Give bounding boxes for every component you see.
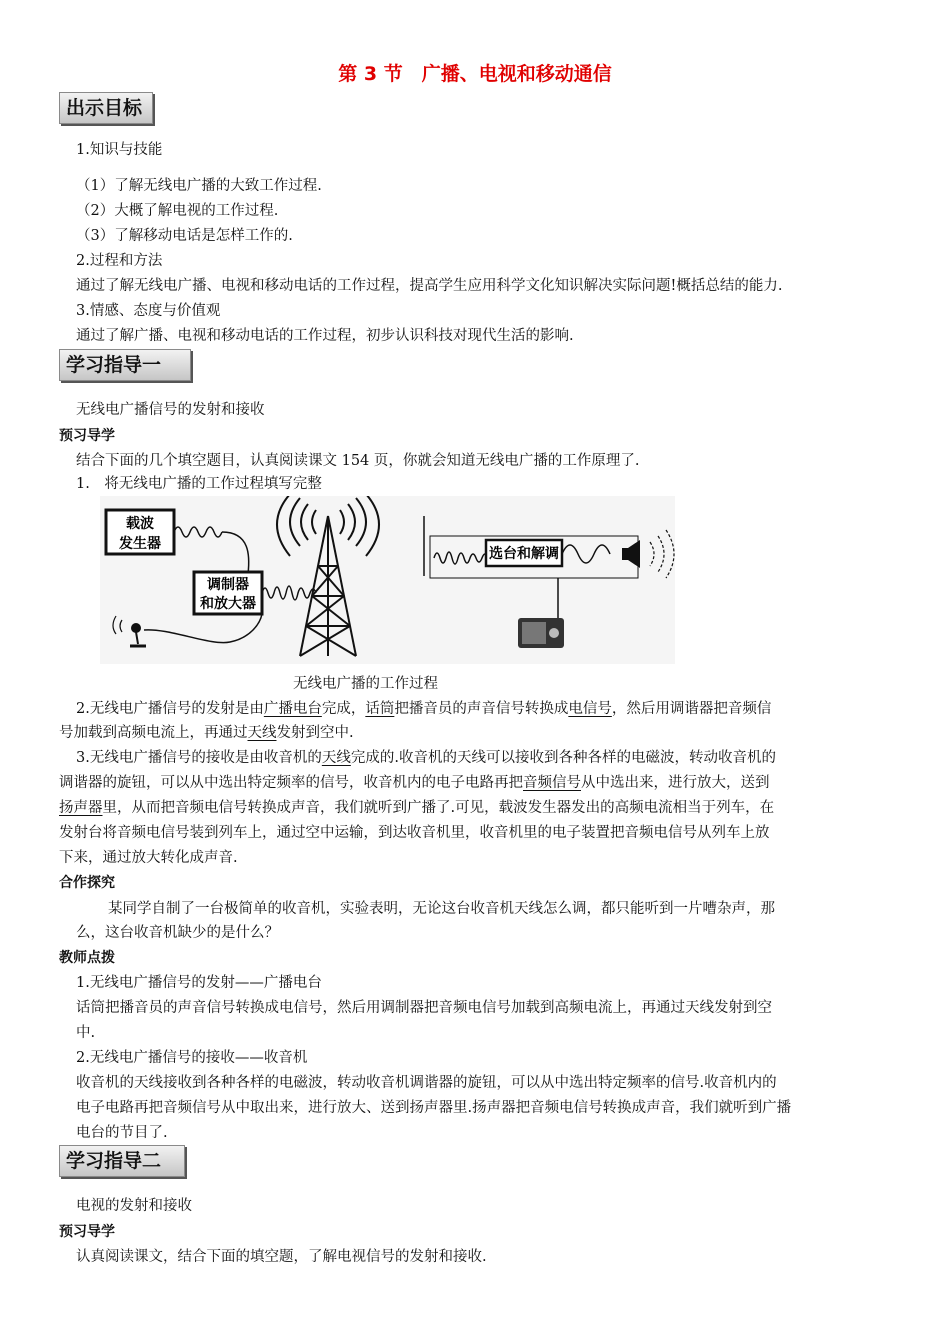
guide1-question-3-line3: 扬声器里，从而把音频电信号转换成声音，我们就听到广播了.可见，载波发生器发出的高频电流相当于列车，在: [59, 800, 775, 816]
goal-heading-2: 2.过程和方法: [76, 253, 163, 269]
goal-heading-3: 3.情感、态度与价值观: [76, 303, 221, 319]
tuner-box: [486, 540, 562, 566]
guide1-question-2-line2: 号加载到高频电流上，再通过天线发射到空中.: [59, 725, 354, 741]
teacher-point-1: 1.无线电广播信号的发射——广播电台: [76, 975, 322, 991]
svg-text:调制器: 调制器: [207, 577, 249, 593]
answer-radio-antenna: 天线: [321, 750, 351, 766]
guide1-question-2: 2.无线电广播信号的发射是由广播电台完成，话筒把播音员的声音信号转换成电信号，然后用调谐器把音频信: [76, 701, 772, 717]
teacher-point-1-text: 话筒把播音员的声音信号转换成电信号，然后用调制器把音频电信号加载到高频电流上，再通过天线发射到空: [76, 1000, 772, 1016]
teacher-point-2: 2.无线电广播信号的接收——收音机: [76, 1050, 308, 1066]
teacher-point-2-text: 收音机的天线接收到各种各样的电磁波，转动收音机调谐器的旋钮，可以从中选出特定频率的信号.收音机内的: [76, 1075, 777, 1091]
answer-broadcast-station: 广播电台: [263, 701, 322, 717]
goal-heading-1: 1.知识与技能: [76, 142, 163, 158]
teacher-point-2-text-2: 电子电路再把音频信号从中取出来，进行放大、送到扬声器里.扬声器把音频电信号转换成声音，我们就听到广播: [76, 1100, 792, 1116]
svg-text:选台和解调: 选台和解调: [489, 546, 559, 562]
guide1-question-3-line5: 下来，通过放大转化成声音.: [59, 850, 238, 866]
diagram-caption: 无线电广播的工作过程: [293, 676, 438, 692]
guide1-preview-intro: 结合下面的几个填空题目，认真阅读课文 154 页，你就会知道无线电广播的工作原理了.: [76, 453, 640, 469]
page-title: 第 3 节 广播、电视和移动通信: [338, 63, 612, 85]
goal-item-2: （2）大概了解电视的工作过程.: [76, 203, 279, 219]
answer-audio-signal: 音频信号: [523, 775, 581, 791]
goal-item-1: （1）了解无线电广播的大致工作过程.: [76, 178, 322, 194]
teacher-point-1-text-2: 中.: [76, 1025, 96, 1041]
banner-guide-1: 学习指导一: [59, 349, 191, 381]
coop-text-line2: 么，这台收音机缺少的是什么？: [76, 925, 279, 941]
guide1-question-3: 3.无线电广播信号的接收是由收音机的天线完成的.收音机的天线可以接收到各种各样的电磁波，转动收音机的: [76, 750, 776, 766]
carrier-generator-box: [106, 510, 174, 554]
goal-text-2: 通过了解无线电广播、电视和移动电话的工作过程，提高学生应用科学文化知识解决实际问题!概括总结的能力.: [76, 278, 783, 294]
svg-text:和放大器: 和放大器: [200, 596, 256, 612]
guide2-preview-intro: 认真阅读课文，结合下面的填空题，了解电视信号的发射和接收.: [76, 1249, 487, 1265]
guide1-preview-heading: 预习导学: [59, 428, 115, 444]
coop-text-line1: 某同学自制了一台极简单的收音机，实验表明，无论这台收音机天线怎么调，都只能听到一片嘈杂声，那: [108, 901, 775, 917]
teacher-heading: 教师点拨: [59, 950, 115, 966]
modulator-box: [194, 572, 262, 614]
answer-speaker: 扬声器: [59, 800, 103, 816]
guide1-question-3-line4: 发射台将音频电信号装到列车上，通过空中运输，到达收音机里，收音机里的电子装置把音频电信号从列车上放: [59, 825, 770, 841]
answer-microphone: 话筒: [365, 701, 395, 717]
answer-antenna: 天线: [247, 725, 277, 741]
coop-heading: 合作探究: [59, 875, 115, 891]
banner-guide-2: 学习指导二: [59, 1145, 185, 1177]
guide2-preview-heading: 预习导学: [59, 1224, 115, 1240]
teacher-point-2-text-3: 电台的节目了.: [76, 1125, 168, 1141]
goal-text-3: 通过了解广播、电视和移动电话的工作过程，初步认识科技对现代生活的影响.: [76, 328, 574, 344]
svg-text:载波: 载波: [126, 516, 154, 532]
answer-electric-signal: 电信号: [568, 701, 612, 717]
guide2-topic: 电视的发射和接收: [76, 1198, 192, 1214]
guide1-topic: 无线电广播信号的发射和接收: [76, 402, 265, 418]
guide1-question-3-line2: 调谐器的旋钮，可以从中选出特定频率的信号，收音机内的电子电路再把音频信号从中选出来，进行放大，送到: [59, 775, 770, 791]
banner-goals: 出示目标: [59, 92, 153, 124]
svg-text:发生器: 发生器: [119, 536, 161, 552]
goal-item-3: （3）了解移动电话是怎样工作的.: [76, 228, 293, 244]
guide1-question-1: 1. 将无线电广播的工作过程填写完整: [76, 476, 322, 492]
broadcast-diagram: [100, 496, 675, 664]
